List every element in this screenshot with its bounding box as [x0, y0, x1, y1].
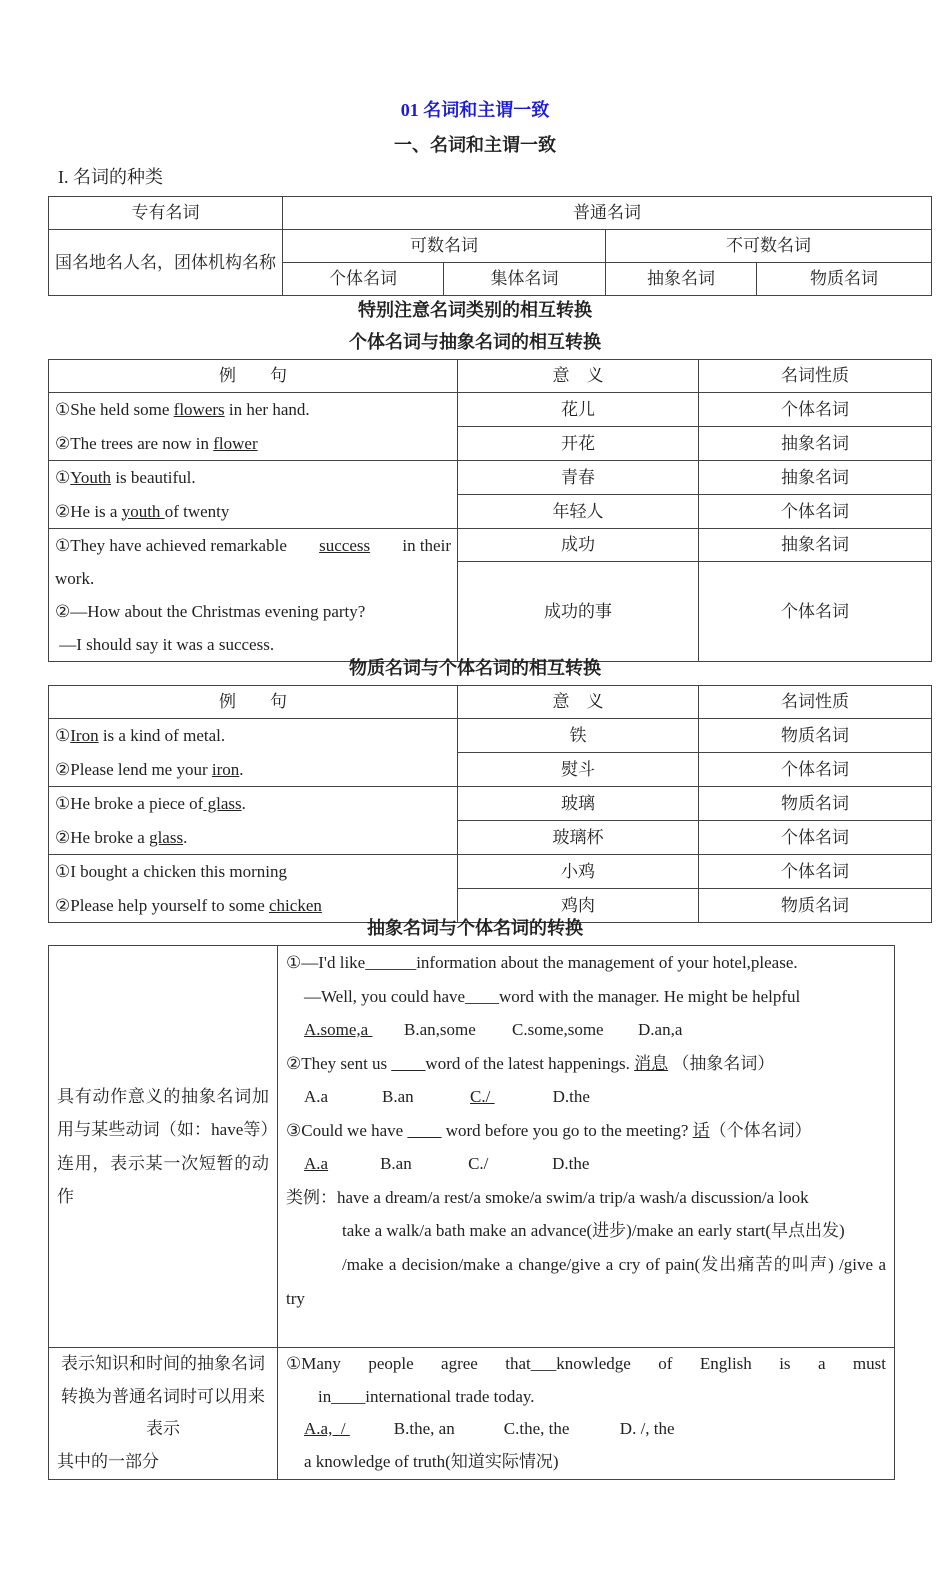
col-example: 例 句: [49, 686, 458, 719]
header-proper-noun: 专有名词: [49, 197, 283, 230]
header-common-noun: 普通名词: [283, 197, 932, 230]
col-nature: 名词性质: [699, 360, 932, 393]
exercise-cell: ①Many people agree that___knowledge of English is a must in____international trade today. A.a, / B.the, an C.the, the D. /, the a knowledge of truth(知道实际情况): [278, 1348, 895, 1480]
nature-cell: 个体名词: [699, 821, 932, 855]
abstract-individual-table: [48, 945, 895, 1480]
nature-cell: 物质名词: [699, 719, 932, 753]
note-heading: 特别注意名词类别的相互转换: [358, 300, 592, 320]
example-cell: ①Iron is a kind of metal. ②Please lend me your iron.: [49, 719, 458, 787]
nature-cell: 物质名词: [699, 889, 932, 923]
table3-heading: 抽象名词与个体名词的转换: [367, 918, 583, 938]
document-subtitle: 一、名词和主谓一致: [394, 135, 556, 155]
example-cell: ①He broke a piece of glass. ②He broke a glass.: [49, 787, 458, 855]
col-meaning: 意 义: [458, 686, 699, 719]
exercise-cell: ①—I'd like______information about the management of your hotel,please. —Well, you could have____word with the manager. He might be helpful A.some,a B.an,some C.some,some D.an,a ②They sent us ____word of the latest happenings. 消息 （抽象名词） A.a B.an C./ D.the ③Could we have ____ word before you go to the meeting? 话（个体名词） A.a B.an C./ D.the 类例：have a dream/a rest/a smoke/a swim/a trip/a wash/a discussion/a look take a walk/a bath make an advance(进步)/make an early start(早点出发) /make a decision/make a change/give a cry of pain(发出痛苦的叫声) /give a try: [278, 946, 895, 1348]
document-title: 01 名词和主谓一致: [400, 100, 550, 120]
meaning-cell: 成功: [458, 529, 699, 562]
meaning-cell: 熨斗: [458, 753, 699, 787]
meaning-cell: 年轻人: [458, 495, 699, 529]
header-uncountable: 不可数名词: [606, 230, 932, 263]
nature-cell: 个体名词: [699, 753, 932, 787]
section-label: I. 名词的种类: [58, 167, 163, 187]
header-countable: 可数名词: [283, 230, 606, 263]
meaning-cell: 成功的事: [458, 562, 699, 662]
example-cell: ①She held some flowers in her hand. ②The trees are now in flower: [49, 393, 458, 461]
header-abstract: 抽象名词: [606, 263, 757, 296]
header-material: 物质名词: [757, 263, 932, 296]
example-cell: ①They have achieved remarkable success in their work. ②—How about the Christmas evening party? —I should say it was a success.: [49, 529, 458, 662]
meaning-cell: 花儿: [458, 393, 699, 427]
example-cell: ①Youth is beautiful. ②He is a youth of twenty: [49, 461, 458, 529]
noun-types-table: [48, 196, 932, 296]
col-meaning: 意 义: [458, 360, 699, 393]
meaning-cell: 小鸡: [458, 855, 699, 889]
nature-cell: 个体名词: [699, 393, 932, 427]
col-example: 例 句: [49, 360, 458, 393]
meaning-cell: 玻璃: [458, 787, 699, 821]
proper-noun-description: 国名地名人名，团体机构名称: [49, 230, 283, 296]
example-cell: ①I bought a chicken this morning ②Please help yourself to some chicken: [49, 855, 458, 923]
meaning-cell: 鸡肉: [458, 889, 699, 923]
nature-cell: 物质名词: [699, 787, 932, 821]
col-nature: 名词性质: [699, 686, 932, 719]
table2-heading: 物质名词与个体名词的相互转换: [349, 658, 601, 678]
nature-cell: 抽象名词: [699, 427, 932, 461]
meaning-cell: 玻璃杯: [458, 821, 699, 855]
exercise-question: ①Many people agree that___knowledge of English is a must: [286, 1354, 886, 1373]
table1-heading: 个体名词与抽象名词的相互转换: [349, 332, 601, 352]
header-collective: 集体名词: [444, 263, 606, 296]
nature-cell: 抽象名词: [699, 529, 932, 562]
individual-abstract-table: [48, 359, 932, 662]
meaning-cell: 开花: [458, 427, 699, 461]
nature-cell: 个体名词: [699, 495, 932, 529]
usage-description-cell: 表示知识和时间的抽象名词转换为普通名词时可以用来表示 其中的一部分: [49, 1348, 278, 1480]
nature-cell: 个体名词: [699, 855, 932, 889]
material-individual-table: [48, 685, 932, 923]
meaning-cell: 青春: [458, 461, 699, 495]
nature-cell: 抽象名词: [699, 461, 932, 495]
nature-cell: 个体名词: [699, 562, 932, 662]
meaning-cell: 铁: [458, 719, 699, 753]
usage-description-cell: 具有动作意义的抽象名词加用与某些动词（如：have等）连用，表示某一次短暂的动作: [49, 946, 278, 1348]
header-individual: 个体名词: [283, 263, 444, 296]
